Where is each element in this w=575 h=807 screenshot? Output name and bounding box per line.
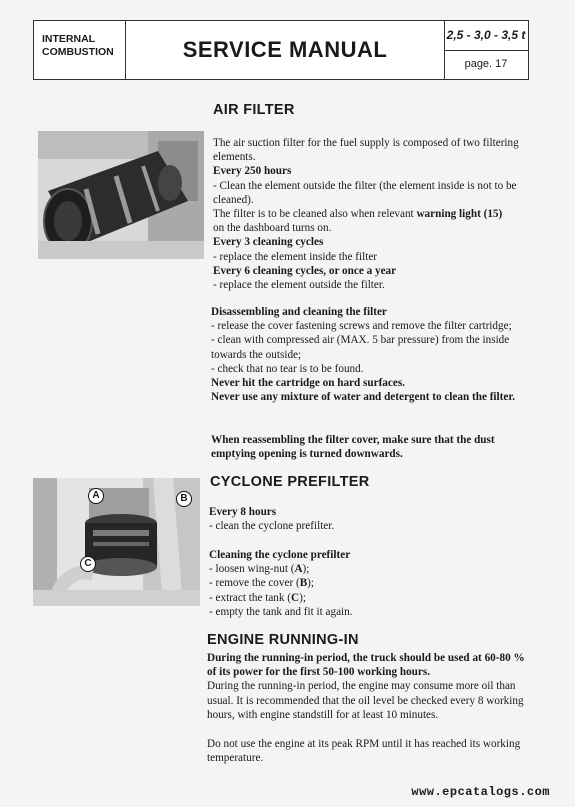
every-3-cycles: Every 3 cleaning cycles [213,236,324,249]
cyclone-cleaning-text [209,548,527,619]
air-filter-intro: The air suction filter for the fuel supply is composed of two filtering elements. [213,137,519,164]
cyclone-step-2 [209,576,527,590]
every-6-cycles: Every 6 cleaning cycles, or once a year [213,264,397,277]
oil-consumption-note: During the running-in period, the engine may consume more oil than usual. It is recommended that the oil level be checked every 8 working hours, with engine standstill for at least 10 minutes. [207,680,524,721]
page-header [33,20,529,80]
callout-c [80,556,96,572]
cyclone-clean-step: - clean the cyclone prefilter. [209,520,335,533]
step2-key: B [299,577,308,590]
air-filter-text [213,136,531,292]
cyclone-prefilter-photo [33,478,200,606]
cyclone-text [209,505,527,533]
step1-text: - loosen wing-nut ( [209,563,295,576]
callout-c-label: C [84,558,92,569]
step3-end: ); [299,591,306,604]
every-250-hours: Every 250 hours [213,165,292,178]
every-8-hours: Every 8 hours [209,506,277,518]
warning-note-suffix: on the dashboard turns on. [213,222,332,235]
manual-title: SERVICE MANUAL [126,21,445,79]
cyclone-step-4: - empty the tank and fit it again. [209,605,353,618]
step2-end: ); [307,577,315,590]
callout-a [88,488,104,504]
warning-note-prefix: The filter is to be cleaned also when relevant [213,208,417,221]
warning-no-detergent: Never use any mixture of water and detergent to clean the filter. [211,391,516,404]
engine-rpm-text [207,737,525,765]
air-filter-photo [38,131,204,259]
model-range: 2,5 - 3,0 - 3,5 t [444,21,528,51]
warning-light-ref: warning light (15) [416,208,503,221]
disassembly-text [211,305,529,404]
air-filter-heading: AIR FILTER [213,102,295,118]
step1-end: ); [302,563,310,576]
header-section-label [34,21,126,79]
running-in-power-note: During the running-in period, the truck should be used at 60-80 % of its power for the first 50-100 working hours. [207,652,525,679]
header-label-line1: INTERNAL [42,33,96,45]
peak-rpm-note: Do not use the engine at its peak RPM until it has reached its working temperature. [207,738,521,765]
warning-never-hit: Never hit the cartridge on hard surfaces. [211,377,405,390]
step3-text: - extract the tank ( [209,591,291,604]
engine-text [207,651,525,722]
page-number: page. 17 [464,58,508,70]
callout-b-label: B [180,493,188,504]
reassembly-note: When reassembling the filter cover, make sure that the dust emptying opening is turned downwards. [211,434,495,461]
callout-a-label: A [92,490,100,501]
warning-light-note [213,207,531,235]
clean-outside-step: - Clean the element outside the filter (the element inside is not to be cleaned). [213,179,517,206]
disassembly-step-1: - release the cover fastening screws and remove the filter cartridge; [211,320,512,333]
footer-url[interactable]: www.epcatalogs.com [411,785,550,799]
step2-text: - remove the cover ( [209,577,300,590]
cyclone-cleaning-heading: Cleaning the cyclone prefilter [209,549,351,561]
cyclone-step-1 [209,562,527,576]
step1-key: A [294,563,303,576]
disassembly-step-2: - clean with compressed air (MAX. 5 bar pressure) from the inside towards the outside; [211,334,510,361]
reassembly-text [211,433,529,461]
engine-heading: ENGINE RUNNING-IN [207,632,359,648]
replace-outside-step: - replace the element outside the filter. [213,279,385,292]
cyclone-step-3 [209,591,527,605]
callout-b [176,491,192,507]
header-label-line2: COMBUSTION [42,46,114,58]
step3-key: C [291,591,300,604]
disassembly-step-3: - check that no tear is to be found. [211,362,364,375]
replace-inside-step: - replace the element inside the filter [213,250,378,263]
disassembling-heading: Disassembling and cleaning the filter [211,306,387,318]
cyclone-heading: CYCLONE PREFILTER [210,474,370,490]
